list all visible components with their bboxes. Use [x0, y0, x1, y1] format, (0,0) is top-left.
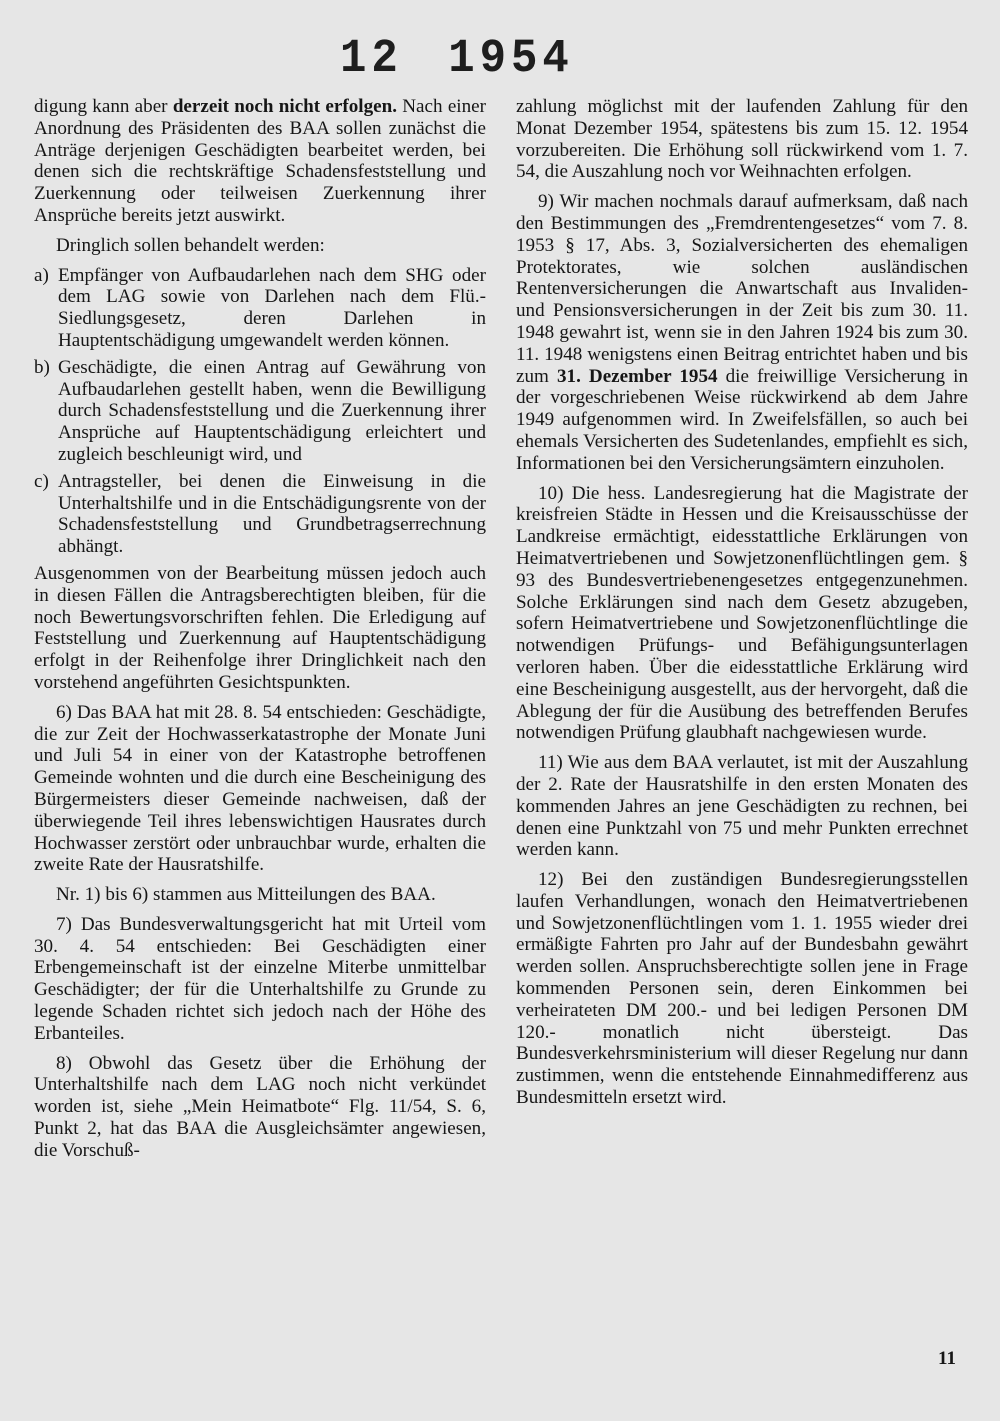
- emphasis-text: derzeit noch nicht erfolgen.: [172, 96, 397, 117]
- left-column: [34, 96, 486, 1170]
- list-item: [34, 265, 486, 352]
- paragraph-dringlich: Dringlich sollen behandelt werden:: [56, 234, 325, 256]
- paragraph-item-8-cont: zahlung möglichst mit der laufenden Zahlung für den Monat Dezember 1954, spätestens bis zum 15. 12. 1954 vorzubereiten. Die Erhöhung soll rückwirkend vom 1. 7. 54, die Auszahlung noch vor Weihnachten erfolgen.: [516, 96, 968, 183]
- paragraph-ausgenommen: Ausgenommen von der Bearbeitung müssen jedoch auch in diesen Fällen die Antragsberechtigten bleiben, für die noch Bewertungsvorschriften fehlen. Die Erledigung auf Feststellung und Zuerkennung auf Hauptentschädigung erfolgt in der Reihenfolge ihrer Dringlichkeit nach den vorstehend angeführten Gesichtspunkten.: [34, 562, 486, 693]
- paragraph-item-9: 9) Wir machen nochmals darauf aufmerksam, daß nach den Bestimmungen des „Fremdrentengesetzes“ vom 7. 8. 1953 § 17, Abs. 3, Sozialversicherten des ehemaligen Protektorates, wie solchen ausländischen Rentenversicherungen die Anwartschaft aus Invaliden- und Pensionsversicherungen in der Zeit bis zum 30. 11. 1948 gewahrt ist, wenn sie in den Jahren 1924 bis zum 30. 11. 1948 wenigstens einen Beitrag entrichtet haben und bis zum 31. Dezember 1954 die freiwillige Versicherung in der vorgeschriebenen Weise rückwirkend ab dem Jahre 1949 aufgenommen wird. In Zweifelsfällen, so auch bei ehemals Versicherten des Sudetenlandes, empfiehlt es sich, Informationen bei den Versicherungsämtern einzuholen.: [516, 191, 968, 474]
- date-stamp: 12 1954: [340, 31, 574, 86]
- paragraph-item-12: 12) Bei den zuständigen Bundesregierungsstellen laufen Verhandlungen, wonach den Heimatvertriebenen und Sowjetzonenflüchtlingen vom 1. 1. 1955 wieder drei ermäßigte Fahrten pro Jahr auf der Bundesbahn gewährt werden sollen. Anspruchsberechtigte sollen jene in Frage kommenden Personen sein, deren Einkommen bei verheirateten DM 200.- und bei ledigen Personen DM 120.- monatlich nicht übersteigt. Das Bundesverkehrsministerium will dieser Regelung nur dann zustimmen, wenn die entstehende Einnahmedifferenz aus Bundesmitteln ersetzt wird.: [516, 869, 968, 1109]
- paragraph-source-note: Nr. 1) bis 6) stammen aus Mitteilungen des BAA.: [56, 884, 436, 906]
- list-item: [34, 471, 486, 558]
- list-item-label: b): [34, 356, 50, 378]
- paragraph-item-11: 11) Wie aus dem BAA verlautet, ist mit der Auszahlung der 2. Rate der Hausratshilfe in den ersten Monaten des kommenden Jahres an jene Geschädigten zu rechnen, bei denen eine Punktzahl von 75 und mehr Punkten errechnet werden kann.: [516, 752, 968, 861]
- emphasis-date: 31. Dezember 1954: [556, 365, 718, 387]
- list-item-text: Empfänger von Aufbaudarlehen nach dem SHG oder dem LAG sowie von Darlehen nach dem Flü.-Siedlungsgesetz, deren Darlehen in Hauptentschädigung umgewandelt werden können.: [58, 264, 486, 351]
- list-item-text: Geschädigte, die einen Antrag auf Gewährung von Aufbaudarlehen gestellt haben, wenn die Bewilligung durch Schadensfeststellung und die Zuerkennung ihrer Ansprüche auf Hauptentschädigung erleichtert und zugleich beschleunigt wird, und: [58, 356, 486, 465]
- list-item-label: c): [34, 470, 49, 492]
- paragraph-item-6: 6) Das BAA hat mit 28. 8. 54 entschieden: Geschädigte, die zur Zeit der Hochwasserkatastrophe der Monate Juni und Juli 54 in einer von der Katastrophe betroffenen Gemeinde wohnten und die durch eine Bescheinigung des Bürgermeisters dieser Gemeinde nachweisen, daß der überwiegende Teil ihres lebenswichtigen Hausrates durch Hochwasser zerstört oder unbrauchbar wurde, erhalten die zweite Rate der Hausratshilfe.: [34, 701, 486, 876]
- paragraph-item-8: 8) Obwohl das Gesetz über die Erhöhung der Unterhaltshilfe nach dem LAG noch nicht verkündet worden ist, siehe „Mein Heimatbote“ Flg. 11/54, S. 6, Punkt 2, hat das BAA die Ausgleichsämter angewiesen, die Vorschuß-: [34, 1052, 486, 1161]
- list-item-text: Antragsteller, bei denen die Einweisung in die Unterhaltshilfe und in die Entschädigungsrente von der Schadensfeststellung und Grundbetragserrechnung abhängt.: [58, 470, 486, 558]
- paragraph-intro: digung kann aber derzeit noch nicht erfolgen. Nach einer Anordnung des Präsidenten des BAA sollen zunächst die Anträge derjenigen Geschädigten bearbeitet werden, bei denen sich die rechtskräftige Schadensfeststellung und Zuerkennung oder teilweisen Zuerkennung ihrer Ansprüche bereits jetzt auswirkt.: [34, 96, 486, 226]
- list-item: [34, 357, 486, 466]
- paragraph-item-10: 10) Die hess. Landesregierung hat die Magistrate der kreisfreien Städte in Hessen und die Kreisausschüsse der Landkreise ermächtigt, eidesstattliche Erklärungen von Heimatvertriebenen und Sowjetzonenflüchtlingen gem. § 93 des Bundesvertriebenengesetzes entgegenzunehmen. Solche Erklärungen sind nach dem Gesetz abzugeben, sofern Heimatvertriebene und Sowjetzonenflüchtlinge die notwendigen Prüfungs- und Befähigungsunterlagen verloren haben. Über die eidesstattliche Erklärung wird eine Bescheinigung ausgestellt, aus der hervorgeht, daß die Ablegung der für die Ausübung des betreffenden Berufes notwendigen Prüfung glaubhaft nachgewiesen wurde.: [516, 482, 968, 744]
- paragraph-item-7: 7) Das Bundesverwaltungsgericht hat mit Urteil vom 30. 4. 54 entschieden: Bei Geschädigten einer Erbengemeinschaft ist der einzelne Miterbe unmittelbar Geschädigter; der für die Unterhaltshilfe zu Grunde zu legende Schaden richtet sich jedoch nach der Höhe des Erbanteiles.: [34, 913, 486, 1044]
- right-column: [516, 96, 968, 1117]
- page-number: 11: [938, 1348, 956, 1369]
- list-item-label: a): [34, 264, 49, 286]
